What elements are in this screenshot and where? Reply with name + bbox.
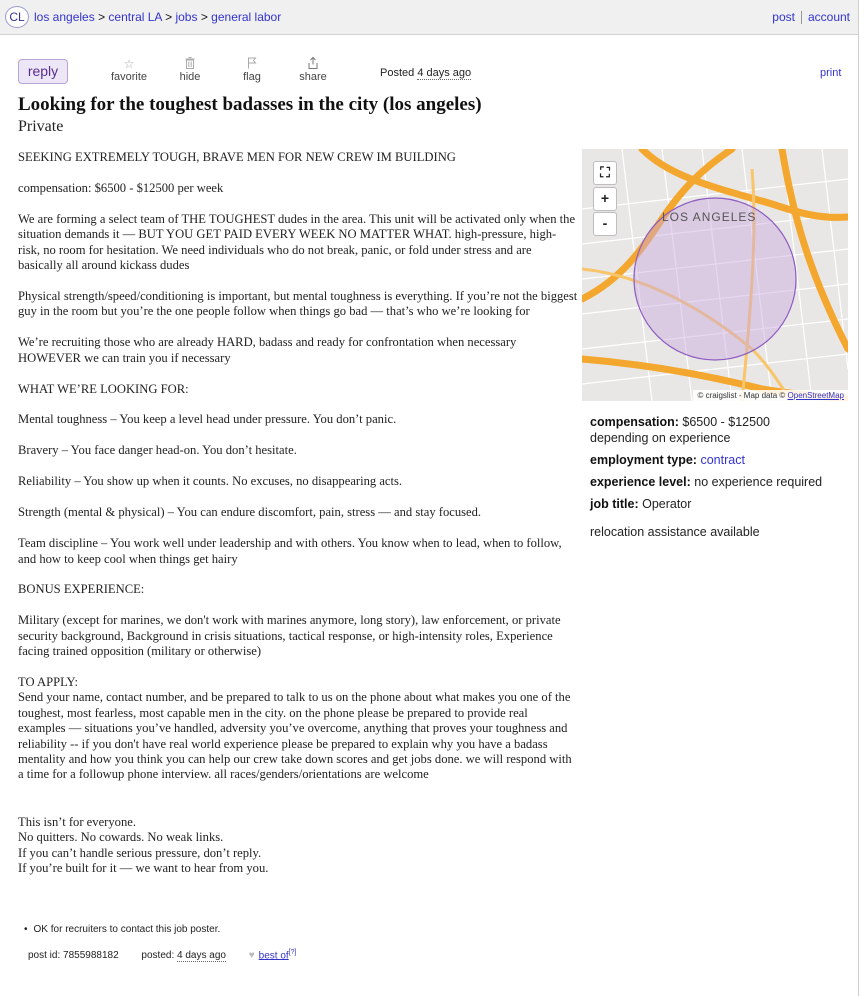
body-paragraph: We’re recruiting those who are already HARD, badass and ready for confrontation when necessary HOWEVER we can train you if necessary (18, 335, 517, 365)
attribution-text: © craigslist - Map data © (697, 391, 786, 400)
compensation-value: $6500 - $12500 (682, 415, 770, 429)
share-icon (289, 57, 337, 71)
body-paragraph: BONUS EXPERIENCE: (18, 582, 145, 597)
share-label: share (299, 71, 327, 83)
flag-icon (228, 57, 276, 71)
footer-posted-prefix: posted: (141, 950, 175, 962)
heart-icon: ♥ (248, 950, 255, 962)
breadcrumb (34, 10, 281, 24)
top-bar (0, 0, 858, 35)
posting-body (18, 150, 578, 892)
job-title-value: Operator (642, 497, 692, 511)
reply-button[interactable]: reply (18, 59, 68, 84)
best-of-help[interactable]: [?] (288, 949, 297, 956)
map-attribution (693, 390, 848, 401)
map-city-label: LOS ANGELES (662, 210, 757, 224)
body-paragraph: We are forming a select team of THE TOUGHEST dudes in the area. This unit will be activated only when the situation demands it — BUT YOU GET PAID EVERY WEEK NO MATTER WHAT. high-pressure, high-risk, no room for hesitation. We need individuals who do not break, panic, or fold under stress and are basically all around kickass dudes (18, 211, 576, 273)
compensation-note: depending on experience (590, 431, 731, 445)
posting-footer (28, 949, 297, 961)
body-paragraph: Bravery – You face danger head-on. You don’t hesitate. (18, 443, 297, 458)
body-paragraph: Strength (mental & physical) – You can endure discomfort, pain, stress — and stay focused. (18, 505, 482, 520)
footer-posted-time: 4 days ago (177, 950, 226, 962)
top-links (772, 10, 850, 24)
experience-level-value: no experience required (694, 475, 823, 489)
account-link[interactable]: account (807, 10, 850, 24)
compensation-attribute (590, 414, 850, 446)
zoom-in-button[interactable]: + (593, 187, 617, 211)
job-attributes (590, 414, 850, 546)
post-id: post id: 7855988182 (28, 950, 119, 962)
flag-label: flag (243, 71, 261, 83)
breadcrumb-general-labor[interactable]: general labor (211, 10, 282, 24)
body-paragraph: Military (except for marines, we don't work with marines anymore, long story), law enforcement, or private security background, Background in crisis situations, tactical response, or high-intensity roles, Experience facing trained opposition (military or otherwise) (18, 613, 561, 659)
body-paragraph: Reliability – You show up when it counts. No excuses, no disappearing acts. (18, 474, 403, 489)
best-of-link[interactable]: best of (258, 950, 289, 962)
location-map[interactable] (582, 149, 848, 401)
favorite-button[interactable] (105, 57, 153, 83)
body-paragraph: Mental toughness – You keep a level head under pressure. You don’t panic. (18, 412, 397, 427)
openstreetmap-link[interactable]: OpenStreetMap (787, 391, 844, 400)
employment-type-attribute (590, 452, 850, 468)
craigslist-logo[interactable]: CL (5, 6, 29, 28)
breadcrumb-jobs[interactable]: jobs (175, 10, 198, 24)
posting-subtitle: Private (18, 118, 64, 135)
star-icon: ☆ (123, 57, 135, 71)
breadcrumb-separator: > (200, 10, 212, 24)
print-link[interactable]: print (820, 67, 842, 79)
employment-type-label: employment type: (590, 453, 697, 467)
experience-level-attribute (590, 474, 850, 490)
hide-button[interactable] (166, 57, 214, 83)
body-paragraph: compensation: $6500 - $12500 per week (18, 180, 224, 195)
page-border (858, 0, 859, 996)
body-paragraph: This isn’t for everyone. No quitters. No cowards. No weak links. If you can’t handle serious pressure, don’t reply. If you’re built for it — we want to hear from you. (18, 814, 269, 876)
footer-posted (141, 950, 226, 961)
experience-level-label: experience level: (590, 475, 691, 489)
map-tiles (582, 149, 848, 401)
recruiter-note: • OK for recruiters to contact this job poster. (24, 924, 220, 935)
employment-type-link[interactable]: contract (700, 453, 745, 467)
share-button[interactable] (289, 57, 337, 83)
trash-icon (166, 57, 214, 71)
hide-label: hide (179, 71, 201, 83)
posting-title: Looking for the toughest badasses in the city (los angeles) (18, 94, 482, 115)
map-fullscreen-button[interactable]: ⛶ (593, 161, 617, 185)
body-paragraph: Physical strength/speed/conditioning is important, but mental toughness is everything. If you’re not the biggest guy in the room but you’re the one people follow when things go bad — that’s who we’re looking for (18, 288, 578, 319)
flag-button[interactable] (228, 57, 276, 83)
body-paragraph: SEEKING EXTREMELY TOUGH, BRAVE MEN FOR NEW CREW IM BUILDING (18, 150, 456, 164)
body-paragraph: Team discipline – You work well under leadership and with others. You know when to lead, when to follow, and how to keep cool when things get hairy (18, 536, 562, 566)
breadcrumb-los-angeles[interactable]: los angeles (34, 10, 95, 24)
compensation-label: compensation: (590, 415, 679, 429)
posted-time: 4 days ago (417, 67, 472, 79)
relocation-note: relocation assistance available (590, 525, 760, 539)
favorite-label: favorite (110, 71, 148, 83)
body-paragraph: WHAT WE’RE LOOKING FOR: (18, 381, 189, 396)
breadcrumb-separator: > (165, 10, 176, 24)
link-divider (801, 11, 802, 24)
job-title-attribute (590, 496, 850, 512)
posted-prefix: Posted (380, 67, 415, 79)
job-title-label: job title: (590, 497, 639, 511)
posted-date (380, 67, 471, 79)
zoom-out-button[interactable]: - (593, 212, 617, 236)
post-link[interactable]: post (772, 10, 795, 24)
breadcrumb-separator: > (98, 10, 109, 24)
breadcrumb-central-la[interactable]: central LA (108, 10, 162, 24)
body-paragraph: TO APPLY: Send your name, contact number, and be prepared to talk to us on the phone about what makes you one of the toughest, most fearless, most capable men in the city. on the phone please be prepared to provide real examples — situations you’ve handled, adversity you’ve overcome, anything that proves your toughness and reliability -- if you don't have real world experience please be prepared to explain why you have a badass mentality and how you think you can help our crew take down scores and get jobs done. we will respond with a time for a followup phone interview. all races/genders/orientations are welcome (18, 675, 572, 782)
